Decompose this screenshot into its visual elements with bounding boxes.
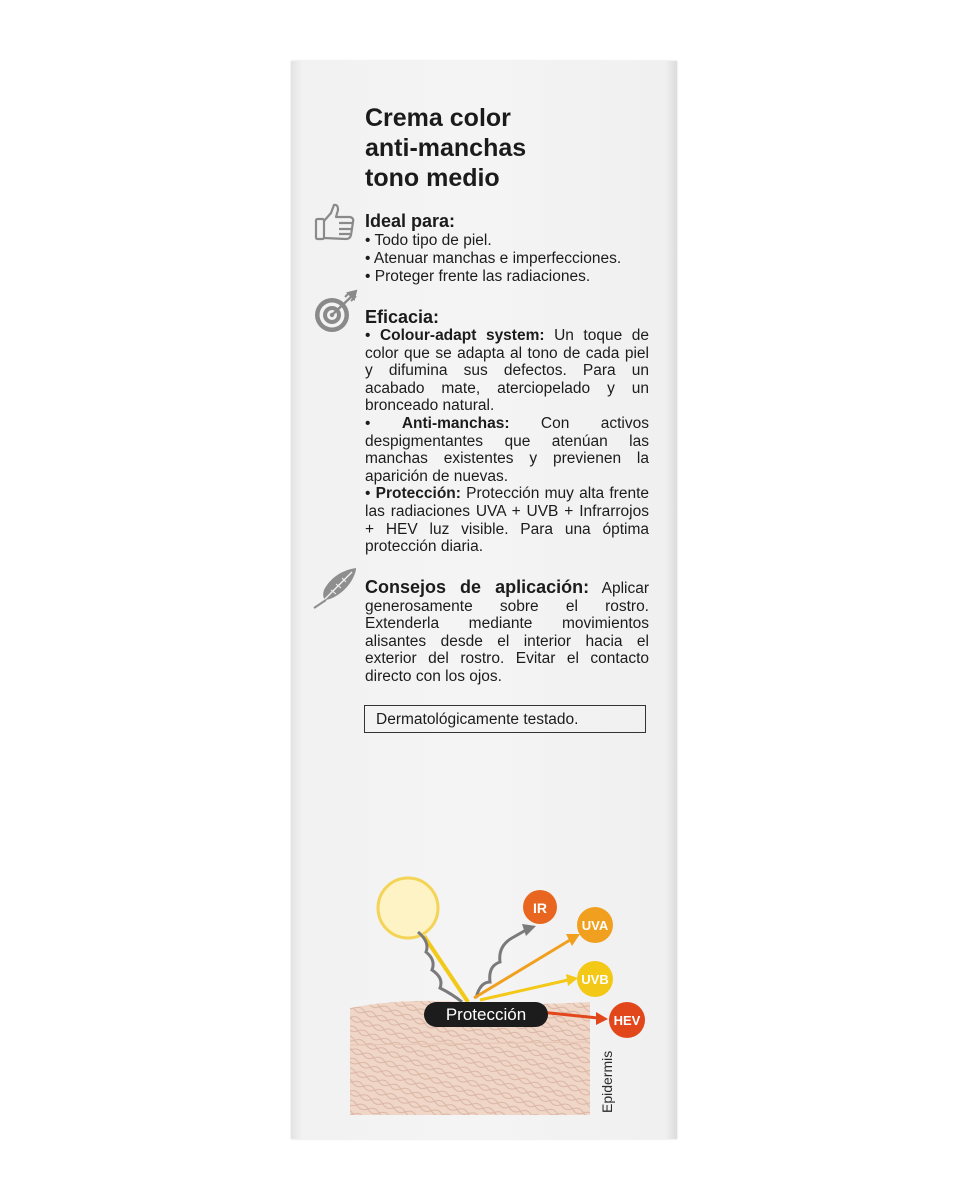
eficacia-point: • Anti-manchas: Con activos despigmentantes que atenúan las manchas existentes y previenen la aparición de nuevas. (365, 414, 649, 485)
eficacia-point: • Colour-adapt system: Un toque de color que se adapta al tono de cada piel y difumina sus defectos. Para un acabado mate, aterciopelado y un bronceado natural. (365, 327, 649, 415)
uvb-badge-label: UVB (581, 972, 609, 987)
eficacia-heading: Eficacia: (365, 307, 440, 327)
protection-illustration (340, 870, 660, 1130)
ideal-para-list (365, 232, 655, 286)
protection-label: Protección (445, 1005, 527, 1024)
list-item: • Atenuar manchas e imperfecciones. (365, 250, 655, 268)
eficacia-section (365, 307, 649, 556)
sun-icon (378, 878, 438, 938)
thumbs-up-icon (313, 202, 357, 242)
consejos-section (365, 579, 649, 686)
list-item: • Todo tipo de piel. (365, 232, 655, 250)
target-icon (312, 289, 360, 335)
eficacia-point: • Protección: Protección muy alta frente las radiaciones UVA + UVB + Infrarrojos + HEV luz visible. Para una óptima protección diaria. (365, 485, 650, 556)
epidermis-label: Epidermis (599, 1050, 615, 1113)
derm-tested-note: Dermatológicamente testado. (364, 705, 646, 733)
eficacia-point-text: Con activos despigmentantes que atenúan las manchas existentes y previenen la aparición de nuevas. (365, 414, 649, 485)
ideal-para-heading: Ideal para: (365, 211, 456, 231)
eficacia-point-label: Protección: (375, 485, 461, 503)
hev-badge-label: HEV (613, 1013, 641, 1028)
eficacia-point-text: Un toque de color que se adapta al tono de cada piel y difumina sus defectos. Para un acabado mate, aterciopelado y un bronceado natural. (365, 327, 649, 415)
eficacia-point-label: Colour-adapt system: (379, 327, 545, 344)
consejos-heading: Consejos de aplicación: (365, 577, 590, 597)
list-item: • Proteger frente las radiaciones. (365, 268, 655, 286)
eficacia-point-text: Protección muy alta frente las radiaciones UVA + UVB + Infrarrojos + HEV luz visible. Para una óptima protección diaria. (365, 485, 650, 556)
consejos-text: Aplicar generosamente sobre el rostro. Extenderla mediante movimientos alisantes desde el interior hacia el exterior del rostro. Evitar el contacto directo con los ojos. (365, 580, 649, 685)
uva-badge-label: UVA (581, 918, 609, 933)
consejos-paragraph (365, 579, 649, 686)
title-line-1: Crema color (365, 104, 511, 132)
feather-icon (312, 566, 358, 610)
eficacia-point-label: Anti-manchas: (401, 414, 510, 432)
product-title (365, 103, 655, 193)
ir-badge-label: IR (533, 900, 547, 916)
title-line-2: anti-manchas (365, 134, 527, 162)
title-line-3: tono medio (365, 164, 500, 192)
ideal-para-section (365, 211, 655, 286)
